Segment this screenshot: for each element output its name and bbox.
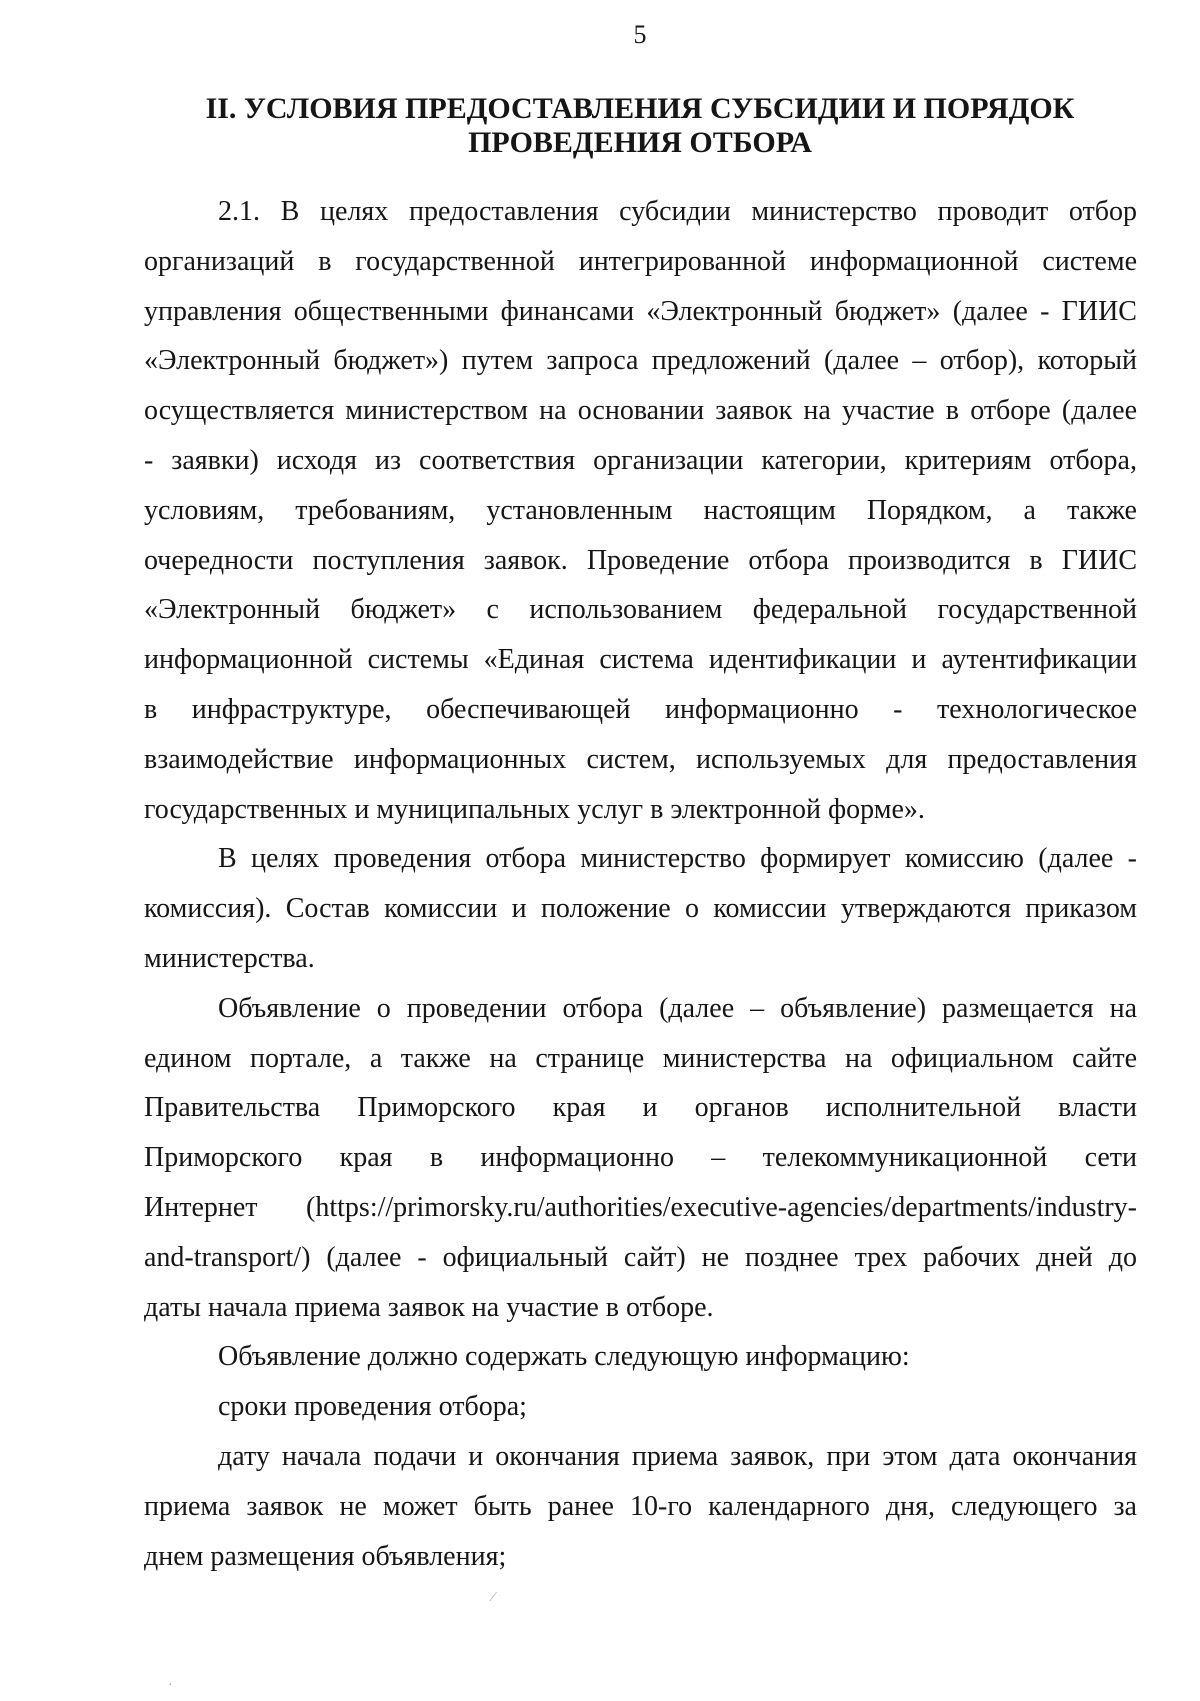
text-line: условиям, требованиям, установленным настоящим Порядком, а также (144, 494, 1137, 526)
scan-speck: ⁄ (492, 1590, 495, 1605)
body-text (144, 187, 1137, 1581)
text-line: осуществляется министерством на основании заявок на участие в отборе (далее (144, 395, 1137, 427)
text-line: Правительства Приморского края и органов исполнительной власти (144, 1092, 1137, 1124)
text-line: приема заявок не может быть ранее 10-го календарного дня, следующего за (144, 1490, 1137, 1522)
text-line: В целях проведения отбора министерство формирует комиссию (далее - (218, 843, 1137, 875)
scan-speck: · (168, 1678, 173, 1693)
text-line: сроки проведения отбора; (218, 1391, 527, 1423)
text-line: and-transport/) (далее - официальный сайт) не позднее трех рабочих дней до (144, 1241, 1137, 1273)
text-line: Объявление о проведении отбора (далее – объявление) размещается на (218, 992, 1137, 1024)
section-title (140, 92, 1140, 160)
text-line: очередности поступления заявок. Проведение отбора производится в ГИИС (144, 544, 1137, 576)
section-title-line-1: II. УСЛОВИЯ ПРЕДОСТАВЛЕНИЯ СУБСИДИИ И ПОРЯДОК (205, 92, 1075, 125)
page-number: 5 (633, 20, 647, 49)
text-line: - заявки) исходя из соответствия организации категории, критериям отбора, (144, 444, 1137, 476)
section-title-line-2: ПРОВЕДЕНИЯ ОТБОРА (468, 126, 812, 159)
text-line: взаимодействие информационных систем, используемых для предоставления (144, 743, 1137, 775)
text-line: Интернет (https://primorsky.ru/authorities/executive-agencies/departments/industry- (144, 1191, 1137, 1223)
text-line: государственных и муниципальных услуг в электронной форме». (144, 793, 925, 825)
text-line: едином портале, а также на странице министерства на официальном сайте (144, 1042, 1137, 1074)
text-line: Приморского края в информационно – телекоммуникационной сети (144, 1142, 1137, 1174)
text-line: даты начала приема заявок на участие в отборе. (144, 1291, 714, 1323)
text-line: «Электронный бюджет» с использованием федеральной государственной (144, 594, 1137, 626)
text-line: министерства. (144, 942, 315, 974)
text-line: Объявление должно содержать следующую информацию: (218, 1341, 910, 1373)
text-line: управления общественными финансами «Электронный бюджет» (далее - ГИИС (144, 295, 1137, 327)
text-line: информационной системы «Единая система идентификации и аутентификации (144, 644, 1137, 676)
text-line: комиссия). Состав комиссии и положение о комиссии утверждаются приказом (144, 893, 1137, 925)
text-line: дату начала подачи и окончания приема заявок, при этом дата окончания (218, 1440, 1137, 1472)
text-line: 2.1. В целях предоставления субсидии министерство проводит отбор (218, 196, 1137, 227)
text-line: организаций в государственной интегрированной информационной системе (144, 245, 1137, 277)
text-line: в инфраструктуре, обеспечивающей информационно - технологическое (144, 693, 1137, 725)
text-line: «Электронный бюджет») путем запроса предложений (далее – отбор), который (144, 345, 1137, 377)
text-line: днем размещения объявления; (144, 1540, 507, 1572)
